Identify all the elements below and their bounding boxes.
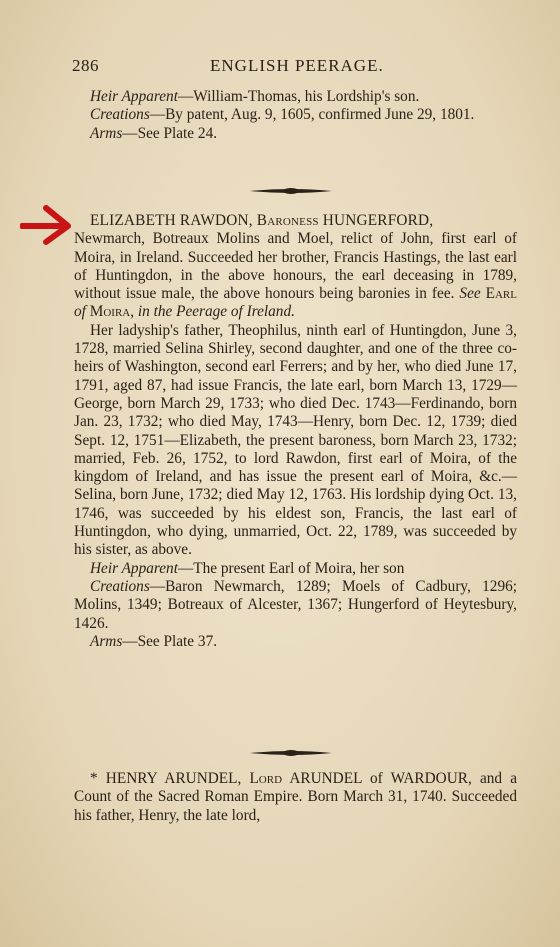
entry-henry-arundel <box>74 770 517 825</box>
entry-name: ELIZABETH RAWDON, <box>90 212 253 229</box>
arms-label-2: Arms <box>90 632 123 650</box>
creations-label-2: Creations <box>90 577 150 595</box>
heir-apparent-line <box>74 88 517 106</box>
of-ref: of <box>74 303 86 321</box>
arundel-lead: * HENRY ARUNDEL, <box>90 770 242 787</box>
see-ref: See <box>459 285 481 303</box>
entry-continuation <box>74 88 517 143</box>
arms-label: Arms <box>90 124 123 142</box>
running-title: ENGLISH PEERAGE. <box>210 56 384 75</box>
arms-text-2: —See Plate 37. <box>122 632 218 650</box>
creations-text-2: —Baron Newmarch, 1289; Moels of Cadbury, 1296; Molins, 1349; Botreaux of Alcester, 1367; Hungerford of Heytesbury, 1426. <box>74 577 517 632</box>
page-header <box>72 56 517 78</box>
entry-title: HUNGERFORD, <box>322 212 434 229</box>
moira-ref: Moira, <box>89 303 135 321</box>
arms-line <box>74 125 517 143</box>
paragraph-1-text: Newmarch, Botreaux Molins and Moel, relict of John, first earl of Moira, in Ireland. Succeeded her brother, Francis Hastings, the last earl of Huntingdon, in the above honours, the earl deceasing in 1789, without issue male, the above honours being baronies in fee. <box>74 230 517 303</box>
rule-ornament <box>250 186 332 196</box>
entry-rank: Baroness <box>256 212 319 229</box>
heir-text: —William-Thomas, his Lordship's son. <box>177 88 420 105</box>
heir-label-2: Heir Apparent <box>90 559 178 577</box>
arms-text: —See Plate 24. <box>122 124 218 142</box>
heir-text-2: —The present Earl of Moira, her son <box>177 559 405 577</box>
entry-paragraph-2: Her ladyship's father, Theophilus, ninth earl of Huntingdon, June 3, 1728, married Selina Shirley, second daughter, and one of the three co-heirs of Washington, second earl Ferrers; and by her, who died June 17, 1791, aged 87, had issue Francis, the late earl, born March 13, 1729—George, born March 29, 1733; who died Dec. 1743—Ferdinando, born Jan. 23, 1732; who died May, 1743—Henry, born Dec. 12, 1739; died Sept. 12, 1751—Elizabeth, the present baroness, born March 23, 1732; married, Feb. 26, 1752, to lord Rawdon, first earl of Moira, of the kingdom of Ireland, and has issue the present earl of Moira, &c.—Selina, born June, 1732; died May 12, 1763. His lordship dying Oct. 13, 1746, was succeeded by his eldest son, Francis, the last earl of Huntingdon, who dying, unmarried, Oct. 22, 1789, was succeeded by his sister, as above. <box>74 321 517 559</box>
creations-label: Creations <box>90 106 150 124</box>
creations-text: —By patent, Aug. 9, 1605, confirmed June 29, 1801. <box>149 106 475 124</box>
arms-line-2 <box>74 633 517 651</box>
heir-apparent-line-2 <box>74 560 517 578</box>
arundel-text: ARUNDEL of WARDOUR, and a Count of the Sacred Roman Empire. Born March 31, 1740. Succeeded his father, Henry, the late lord, <box>74 770 517 824</box>
creations-line-2 <box>74 578 517 633</box>
entry-elizabeth-rawdon <box>74 212 517 651</box>
entry-heading-arundel <box>74 770 517 825</box>
entry-paragraph-1 <box>74 230 517 321</box>
red-arrow-icon <box>20 202 76 246</box>
creations-line <box>74 106 517 124</box>
earl-ref: Earl <box>485 285 517 303</box>
rule-ornament <box>250 748 332 758</box>
peerage-ref: in the Peerage of Ireland. <box>137 303 295 321</box>
entry-heading <box>74 212 517 230</box>
arundel-rank: Lord <box>249 770 283 787</box>
heir-label: Heir Apparent <box>90 88 178 105</box>
page-number: 286 <box>72 56 99 75</box>
